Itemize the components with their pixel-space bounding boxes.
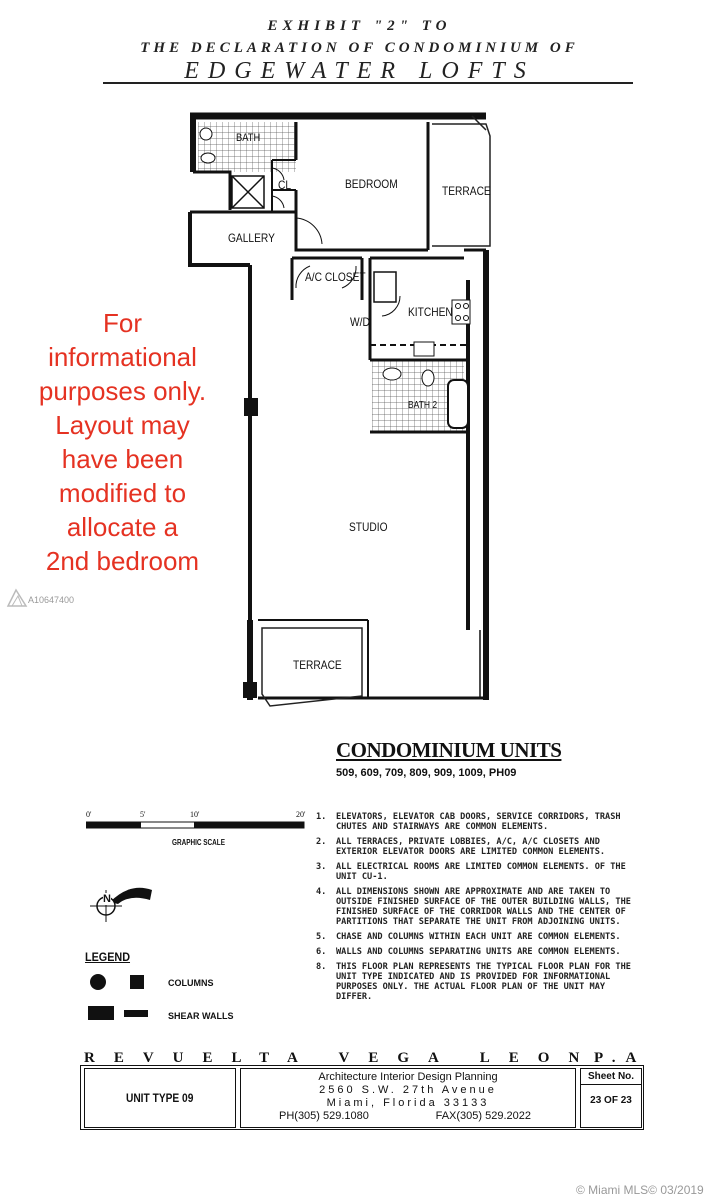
unit-type-box <box>84 1068 236 1128</box>
room-label-bath: BATH <box>236 132 261 144</box>
firm-info-box <box>240 1068 576 1128</box>
sheet-number: 23 OF 23 <box>590 1095 632 1106</box>
terrace-top-outline <box>432 116 490 246</box>
disclaimer-line: have been <box>61 444 184 474</box>
north-label: N <box>103 893 111 905</box>
toilet-fixture <box>200 128 212 140</box>
disclaimer-line: 2nd bedroom <box>45 546 200 576</box>
disclaimer-line: informational <box>48 342 197 372</box>
legend-symbols <box>88 972 158 1024</box>
room-label-closet: CL <box>278 178 292 192</box>
disclaimer-line: For <box>103 308 142 338</box>
shear-wall-large-symbol <box>88 1006 114 1020</box>
firm-fax: FAX(305) 529.2022 <box>435 1110 531 1122</box>
exhibit-heading: EXHIBIT "2" TO <box>267 18 452 34</box>
firm-city: Miami, Florida 33133 <box>326 1097 490 1109</box>
column-square-symbol <box>130 975 144 989</box>
column-bottom-left <box>243 682 257 698</box>
bath-tile-floor <box>198 122 296 172</box>
disclaimer-text <box>20 306 225 578</box>
scale-tick-0: 0' <box>86 810 92 819</box>
shower-fixture <box>232 176 264 208</box>
declaration-heading: THE DECLARATION OF CONDOMINIUM OF <box>140 40 579 56</box>
disclaimer-line: modified to <box>58 478 187 508</box>
legend-columns-label: COLUMNS <box>168 978 214 988</box>
graphic-scale-bar <box>86 820 306 832</box>
room-label-terrace-top: TERRACE <box>442 184 491 198</box>
mls-logo-icon <box>4 586 30 612</box>
room-label-bath2: BATH 2 <box>408 400 438 411</box>
unit-type-label: UNIT TYPE 09 <box>126 1091 194 1105</box>
note-item: 4. ALL DIMENSIONS SHOWN ARE APPROXIMATE AND ARE TAKEN TO OUTSIDE FINISHED SURFACE OF THE OUTER BUILDING WALLS, THE FINISHED SURFACE OF THE CORRIDOR WALLS AND THE CENTER OF PARTITIONS THAT SEPARATE THE UNIT FROM ADJOINING UNITS. <box>316 887 631 927</box>
bath2-toilet-fixture <box>422 370 434 386</box>
notes-list <box>316 812 641 1007</box>
north-arrow-icon <box>90 880 160 924</box>
firm-services: Architecture Interior Design Planning <box>318 1071 498 1083</box>
graphic-scale-label: GRAPHIC SCALE <box>172 838 225 847</box>
room-label-ac-closet: A/C CLOSET <box>305 270 366 284</box>
room-label-bedroom: BEDROOM <box>345 177 398 191</box>
note-item: 2. ALL TERRACES, PRIVATE LOBBIES, A/C, A/C CLOSETS AND EXTERIOR ELEVATOR DOORS ARE LIMITED COMMON ELEMENTS. <box>316 837 606 857</box>
building-name-heading: EDGEWATER LOFTS <box>184 58 535 84</box>
sheet-number-box <box>580 1068 642 1128</box>
note-item: 6. WALLS AND COLUMNS SEPARATING UNITS ARE COMMON ELEMENTS. <box>316 947 621 957</box>
room-label-gallery: GALLERY <box>228 231 275 245</box>
legend-title: LEGEND <box>85 950 131 964</box>
room-label-kitchen: KITCHEN <box>408 305 453 319</box>
shear-wall-small-symbol <box>124 1010 148 1017</box>
washer-dryer-fixture <box>374 272 396 302</box>
room-label-wd: W/D <box>350 315 370 329</box>
firm-suffix: P.A <box>594 1050 647 1066</box>
bathtub-fixture <box>448 380 468 428</box>
room-label-terrace-bottom: TERRACE <box>293 658 342 672</box>
copyright-watermark: © Miami MLS© 03/2019 <box>576 1183 704 1197</box>
unit-numbers: 509, 609, 709, 809, 909, 1009, PH09 <box>336 767 517 779</box>
disclaimer-line: purposes only. <box>38 376 207 406</box>
disclaimer-line: allocate a <box>66 512 179 542</box>
scale-tick-10: 10' <box>190 810 200 819</box>
note-item: 1. ELEVATORS, ELEVATOR CAB DOORS, SERVICE CORRIDORS, TRASH CHUTES AND STAIRWAYS ARE COMMON ELEMENTS. <box>316 812 621 832</box>
firm-phone: PH(305) 529.1080 <box>279 1110 369 1122</box>
condominium-units-title: CONDOMINIUM UNITS <box>336 738 562 762</box>
column-round-symbol <box>90 974 106 990</box>
legend-shear-walls-label: SHEAR WALLS <box>168 1011 234 1021</box>
disclaimer-line: Layout may <box>55 410 190 440</box>
kitchen-sink-fixture <box>414 342 434 356</box>
room-label-studio: STUDIO <box>349 520 388 534</box>
note-item: 5. CHASE AND COLUMNS WITHIN EACH UNIT ARE COMMON ELEMENTS. <box>316 932 621 942</box>
firm-name: REVUELTA VEGA LEON <box>84 1050 599 1066</box>
sheet-label: Sheet No. <box>581 1069 641 1085</box>
note-item: 8. THIS FLOOR PLAN REPRESENTS THE TYPICAL FLOOR PLAN FOR THE UNIT TYPE INDICATED AND IS PROVIDED FOR INFORMATIONAL PURPOSES ONLY. THE ACTUAL FLOOR PLAN OF THE UNIT MAY DIFFER. <box>316 962 631 1002</box>
note-item: 3. ALL ELECTRICAL ROOMS ARE LIMITED COMMON ELEMENTS. OF THE UNIT CU-1. <box>316 862 626 882</box>
listing-id-watermark: A10647400 <box>28 595 75 605</box>
column-left <box>244 398 258 416</box>
bath2-sink-fixture <box>383 368 401 380</box>
scale-tick-5: 5' <box>140 810 146 819</box>
firm-address: 2560 S.W. 27th Avenue <box>319 1084 497 1096</box>
scale-tick-20: 20' <box>296 810 306 819</box>
sink-fixture <box>201 153 215 163</box>
